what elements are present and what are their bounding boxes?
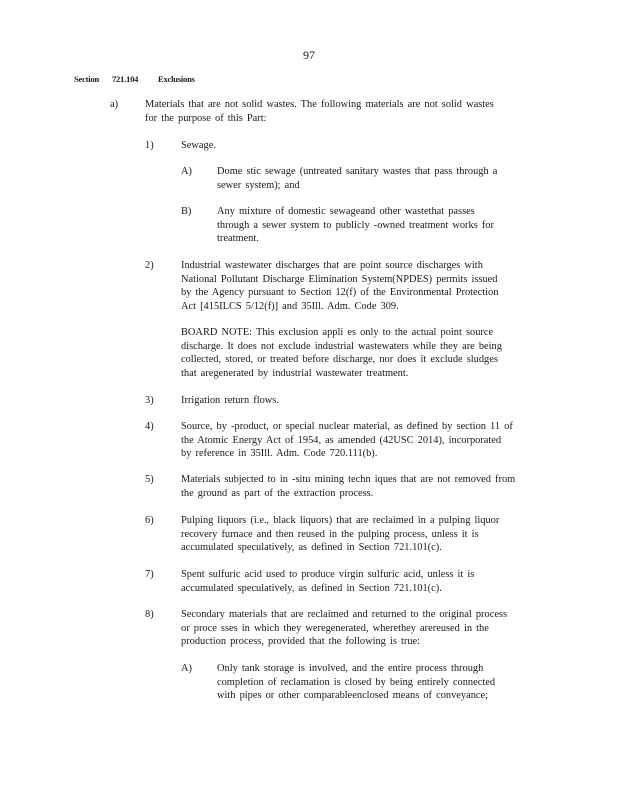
text-line: accumulated speculatively, as defined in Section 721.101(c). <box>181 542 442 554</box>
item-5-marker: 5) <box>145 474 154 485</box>
section-heading <box>74 74 195 84</box>
item-a-marker: a) <box>110 99 119 110</box>
text-line: Dome stic sewage (untreated sanitary wastes that pass through a <box>217 166 498 177</box>
text-line: Source, by -product, or special nuclear material, as defined by section 11 of <box>181 421 513 432</box>
text-line: Only tank storage is involved, and the entire process through <box>217 663 484 674</box>
text-line: accumulated speculatively, as defined in Section 721.101(c). <box>181 582 442 594</box>
item-8-text <box>181 608 507 649</box>
text-line: discharge. It does not exclude industrial wastewaters while they are being <box>181 340 502 352</box>
section-number: 721.104 <box>112 74 139 84</box>
item-1-text <box>181 139 216 153</box>
text-line: collected, stored, or treated before discharge, nor does it exclude sludges <box>181 354 498 366</box>
item-7-marker: 7) <box>145 569 154 580</box>
text-line: the Atomic Energy Act of 1954, as amended (42USC 2014), incorporated <box>181 434 502 446</box>
item-1a-marker: A) <box>181 166 192 177</box>
section-title: Exclusions <box>158 74 195 84</box>
item-5-text <box>181 473 515 500</box>
item-1b-marker: B) <box>181 206 192 217</box>
item-3-text <box>181 394 279 408</box>
item-1b-text <box>217 205 494 246</box>
text-line: Materials subjected to in -situ mining techn iques that are not removed from <box>181 474 516 485</box>
item-1a-text <box>217 165 497 192</box>
text-line: by the Agency pursuant to Section 12(f) of the Environmental Protection <box>181 287 499 299</box>
item-2-marker: 2) <box>145 260 154 271</box>
item-2-text <box>181 259 498 313</box>
text-line: Pulping liquors (i.e., black liquors) that are reclaimed in a pulping liquor <box>181 515 500 526</box>
item-6-text <box>181 514 499 555</box>
item-3-marker: 3) <box>145 395 154 406</box>
text-line: BOARD NOTE: This exclusion appli es only to the actual point source <box>181 327 494 338</box>
text-line: or proce sses in which they weregenerated, wherethey arereused in the <box>181 622 489 634</box>
text-line: Materials that are not solid wastes. The following materials are not solid wastes <box>145 99 494 110</box>
text-line: that aregenerated by industrial wastewater treatment. <box>181 367 409 379</box>
item-7-text <box>181 568 474 595</box>
text-line: production process, provided that the following is true: <box>181 636 421 648</box>
text-line: Irrigation return flows. <box>181 395 279 406</box>
item-a-text <box>145 98 494 125</box>
text-line: Spent sulfuric acid used to produce virgin sulfuric acid, unless it is <box>181 569 475 580</box>
text-line: Industrial wastewater discharges that are point source discharges with <box>181 260 483 271</box>
text-line: sewer system); and <box>217 179 300 191</box>
text-line: Sewage. <box>181 140 216 151</box>
text-line: treatment. <box>217 233 259 245</box>
text-line: Secondary materials that are reclaimed and returned to the original process <box>181 609 508 620</box>
text-line: National Pollutant Discharge Elimination System(NPDES) permits issued <box>181 273 498 285</box>
item-6-marker: 6) <box>145 515 154 526</box>
item-4-text <box>181 420 513 461</box>
text-line: by reference in 35Ill. Adm. Code 720.111(b). <box>181 448 378 460</box>
item-4-marker: 4) <box>145 421 154 432</box>
text-line: the ground as part of the extraction process. <box>181 487 374 499</box>
item-8a-marker: A) <box>181 663 192 674</box>
item-1-marker: 1) <box>145 140 154 151</box>
item-8a-text <box>217 662 495 703</box>
text-line: Any mixture of domestic sewageand other wastethat passes <box>217 206 475 217</box>
text-line: through a sewer system to publicly -owned treatment works for <box>217 219 494 231</box>
item-8-marker: 8) <box>145 609 154 620</box>
page-number: 97 <box>303 48 315 62</box>
section-label: Section <box>74 74 100 84</box>
board-note <box>181 326 502 380</box>
text-line: Act [415ILCS 5/12(f)] and 35Ill. Adm. Code 309. <box>181 300 399 312</box>
text-line: with pipes or other comparableenclosed means of conveyance; <box>217 690 489 702</box>
text-line: for the purpose of this Part: <box>145 112 267 124</box>
text-line: completion of reclamation is closed by being entirely connected <box>217 676 496 688</box>
text-line: recovery furnace and then reused in the pulping process, unless it is <box>181 528 479 540</box>
